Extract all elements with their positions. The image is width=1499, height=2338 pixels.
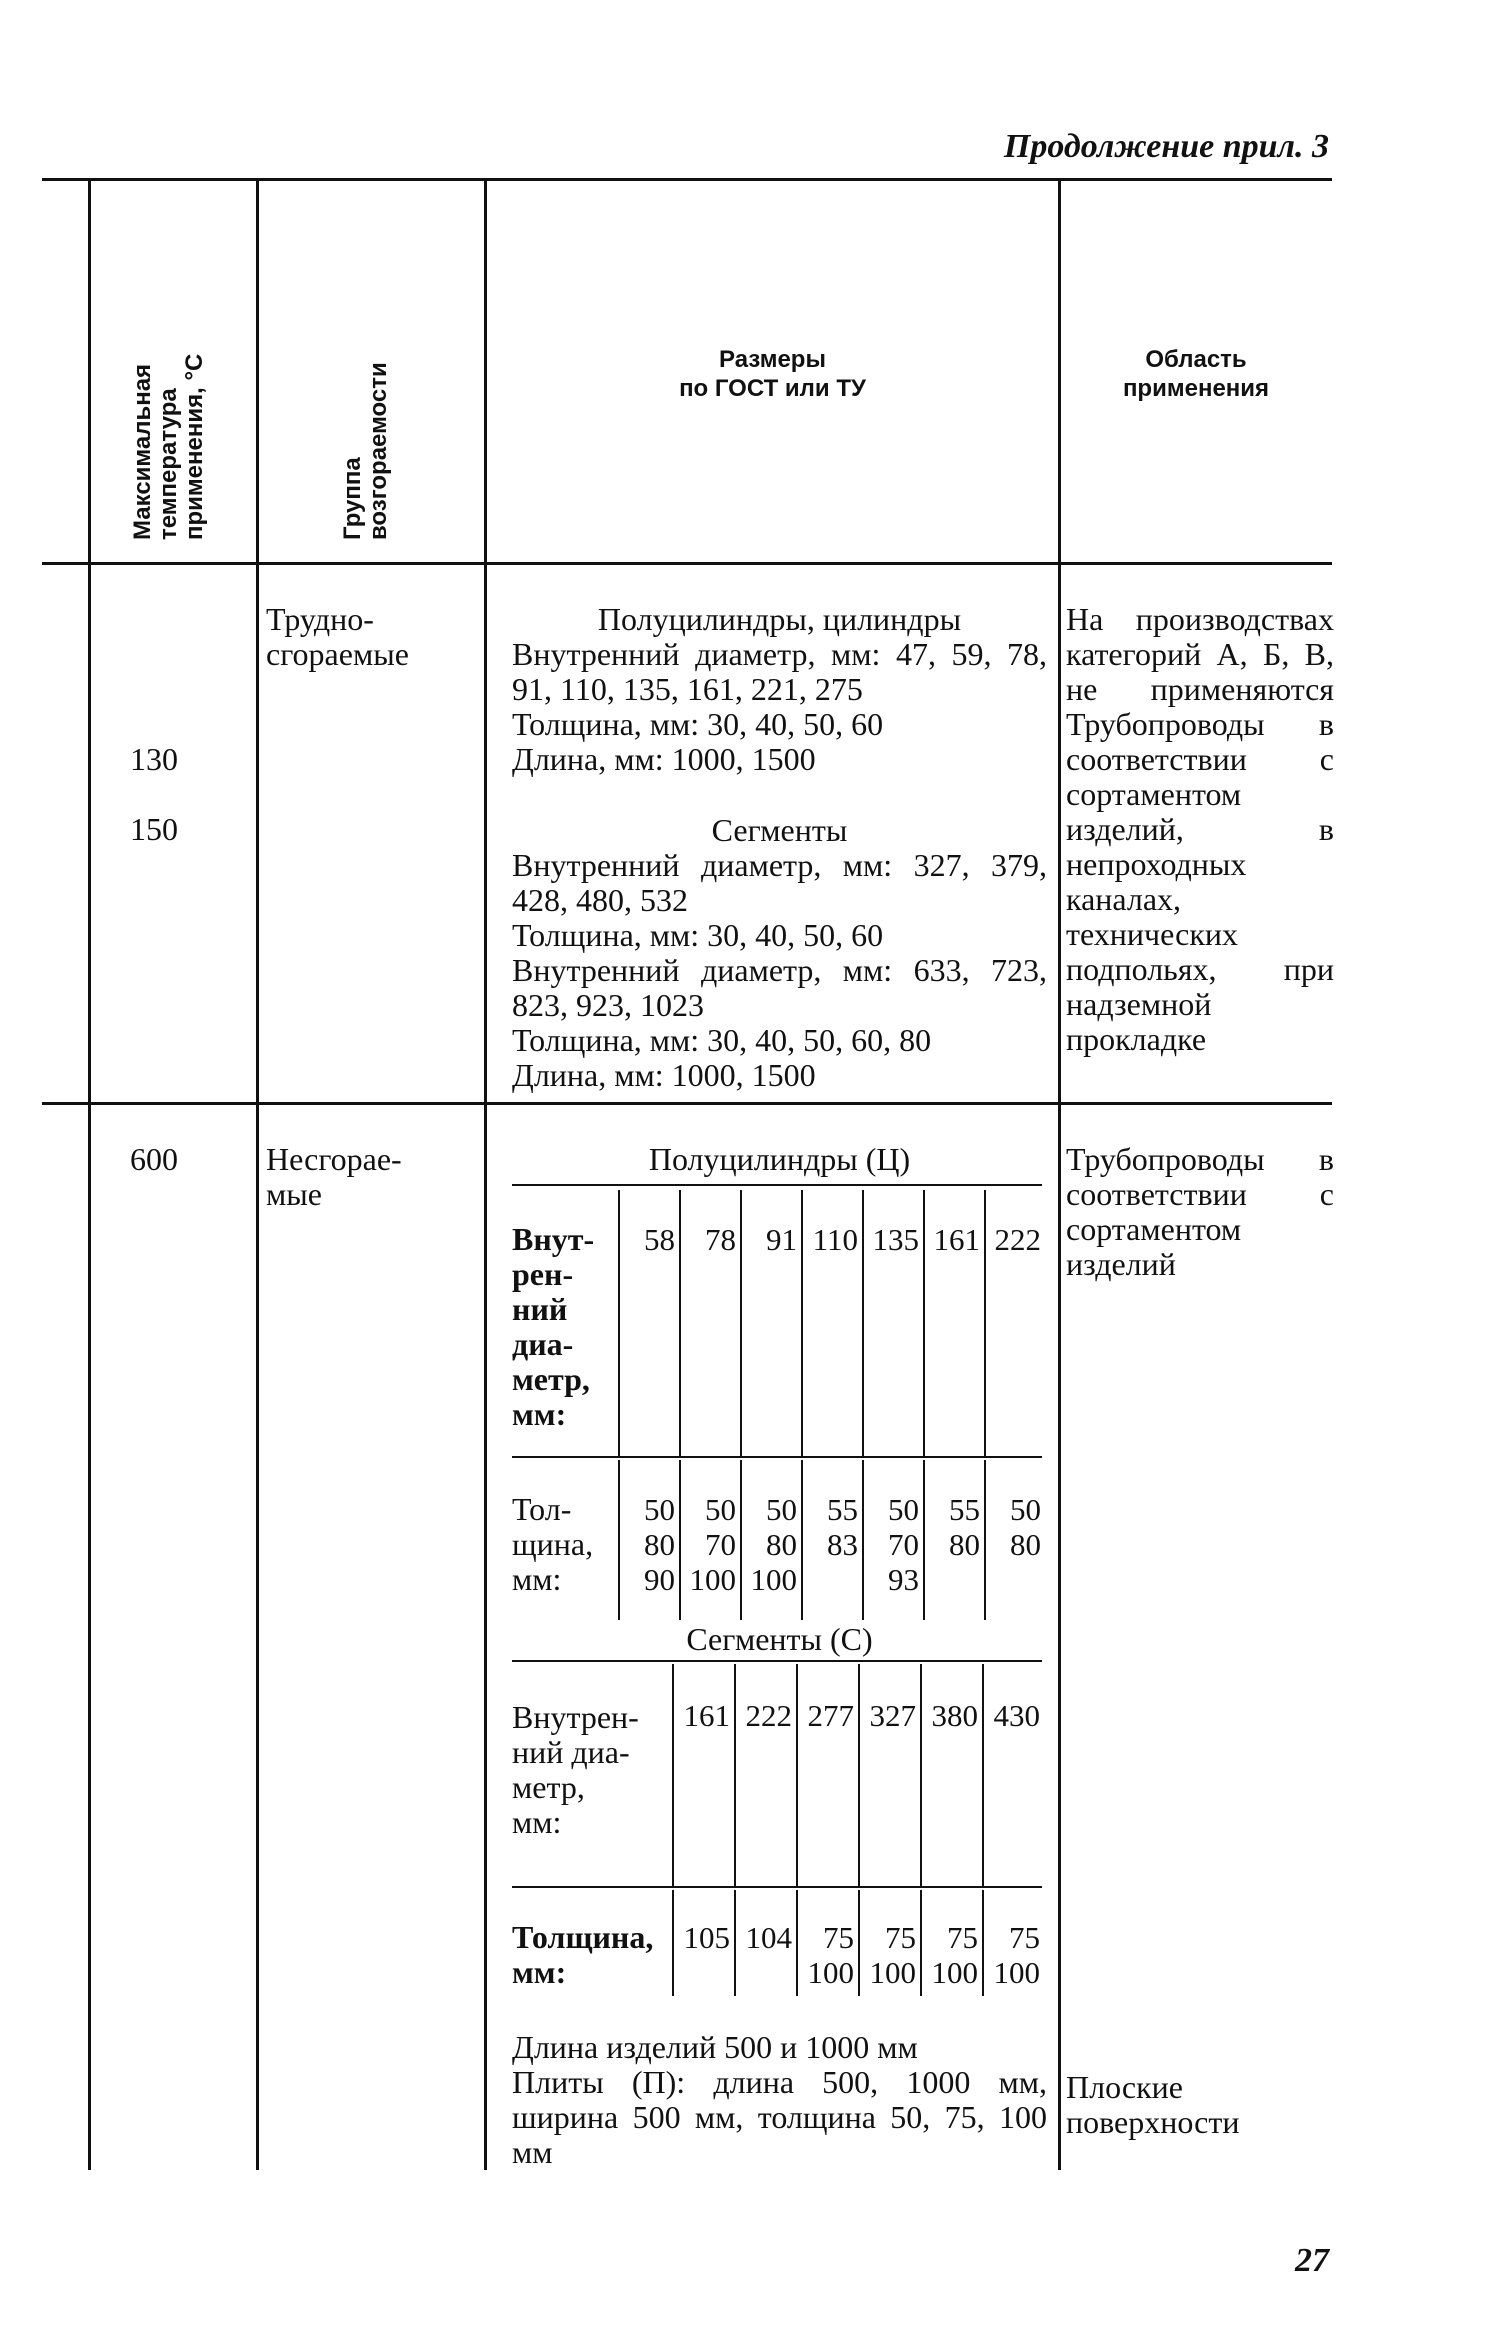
row1-temp-150: 150 (130, 811, 178, 847)
row1-seg-line-1: Толщина, мм: 30, 40, 50, 60 (512, 917, 884, 953)
cyl-thick-cell: 55 83 (827, 1492, 858, 1562)
seg-diam-cell: 277 (807, 1698, 854, 1733)
header-area-line2: применения (1122, 375, 1270, 402)
page-number: 27 (1295, 2242, 1329, 2279)
seg-diam-cell: 327 (869, 1698, 916, 1733)
row1-cyl-line-2: Длина, мм: 1000, 1500 (512, 741, 816, 777)
column-rule-2 (484, 180, 487, 2170)
row2-temp-600: 600 (130, 1141, 178, 1177)
row1-cyl-line-1: Толщина, мм: 30, 40, 50, 60 (512, 706, 884, 742)
row2-seg-title-rule-top (512, 1660, 1042, 1662)
cyl-diam-cell: 135 (872, 1222, 919, 1257)
header-max-temperature: Максимальная температура применения, °С (129, 353, 208, 540)
header-top-rule (42, 178, 1332, 181)
row2-seg-title: Сегменты (С) (686, 1621, 873, 1657)
column-rule-left (88, 180, 91, 2170)
seg-thick-cell: 104 (745, 1920, 792, 1955)
row1-sizes (512, 602, 1047, 1093)
row2-cyl-title-rule (512, 1184, 1042, 1186)
row2-cyl-diam-label: Внут- рен- ний диа- метр, мм: (512, 1221, 595, 1432)
header-flammability-group: Группа возгораемости (339, 362, 392, 540)
row2-seg-thick-label: Толщина, мм: (512, 1919, 654, 1990)
header-sizes-line2: по ГОСТ или ТУ (679, 375, 866, 402)
row1-seg-line-3: Толщина, мм: 30, 40, 50, 60, 80 (512, 1022, 932, 1058)
row2-area-pipes: Трубопроводы в соответствии с сортаментом изделий (1066, 1141, 1334, 1282)
row1-cyl-title: Полуцилиндры, цилиндры (597, 601, 962, 637)
cyl-thick-cell: 50 80 100 (750, 1492, 797, 1597)
cyl-diam-cell: 222 (994, 1222, 1041, 1257)
cyl-thick-cell: 50 70 100 (689, 1492, 736, 1597)
row1-temp-130: 130 (130, 741, 178, 777)
header-sizes-line1: Размеры (719, 346, 826, 373)
running-head: Продолжение прил. 3 (1003, 128, 1329, 165)
row1-seg-line-0: Внутренний диаметр, мм: 327, 379, 428, 480, 532 (512, 847, 1047, 918)
row2-cyl-diam-rule (512, 1456, 1042, 1458)
seg-thick-cell: 75 100 (807, 1920, 854, 1990)
cyl-diam-cell: 58 (644, 1222, 675, 1257)
row2-plates-text: Плиты (П): длина 500, 1000 мм, ширина 500 мм, толщина 50, 75, 100 мм (512, 2064, 1047, 2170)
column-rule-3 (1058, 180, 1061, 2170)
seg-thick-cell: 75 100 (993, 1920, 1040, 1990)
seg-thick-cell: 75 100 (931, 1920, 978, 1990)
seg-diam-cell: 161 (683, 1698, 730, 1733)
cyl-diam-cell: 91 (766, 1222, 797, 1257)
cyl-diam-cell: 110 (812, 1222, 858, 1257)
row1-seg-title: Сегменты (711, 812, 848, 848)
seg-thick-cell: 105 (683, 1920, 730, 1955)
row-divider-rule (42, 1102, 1332, 1105)
cyl-diam-cell: 161 (933, 1222, 980, 1257)
row1-group: Трудно- сгораемые (266, 601, 409, 672)
row2-cyl-title: Полуцилиндры (Ц) (648, 1141, 911, 1177)
row2-cyl-thick-label: Тол- щина, мм: (512, 1491, 594, 1597)
column-rule-1 (256, 180, 259, 2170)
row2-group: Несгорае- мые (266, 1141, 402, 1212)
seg-diam-cell: 222 (745, 1698, 792, 1733)
row2-length-text: Длина изделий 500 и 1000 мм (512, 2029, 918, 2065)
cyl-thick-cell: 50 80 (1010, 1492, 1041, 1562)
header-bottom-rule (42, 562, 1332, 565)
row2-seg-diam-label: Внутрен- ний диа- метр, мм: (512, 1699, 639, 1840)
row2-seg-diam-rule (512, 1886, 1042, 1888)
seg-diam-cell: 380 (931, 1698, 978, 1733)
cyl-thick-cell: 55 80 (949, 1492, 980, 1562)
cyl-diam-cell: 78 (705, 1222, 736, 1257)
header-application-area (1061, 345, 1331, 403)
row1-seg-line-4: Длина, мм: 1000, 1500 (512, 1057, 816, 1093)
seg-thick-cell: 75 100 (869, 1920, 916, 1990)
row1-seg-line-2: Внутренний диаметр, мм: 633, 723, 823, 923, 1023 (512, 952, 1047, 1023)
seg-diam-cell: 430 (993, 1698, 1040, 1733)
cyl-thick-cell: 50 80 90 (644, 1492, 675, 1597)
row1-application-area: На производствах категорий А, Б, В, не применяются Трубопроводы в соответствии с сортаментом изделий, в непроходных каналах, технических подпольях, при надземной прокладке (1066, 601, 1334, 1057)
header-area-line1: Область (1145, 346, 1247, 373)
cyl-thick-cell: 50 70 93 (888, 1492, 919, 1597)
header-sizes (487, 345, 1058, 403)
row2-area-flat: Плоские поверхности (1066, 2069, 1240, 2140)
row1-cyl-line-0: Внутренний диаметр, мм: 47, 59, 78, 91, 110, 135, 161, 221, 275 (512, 636, 1047, 707)
